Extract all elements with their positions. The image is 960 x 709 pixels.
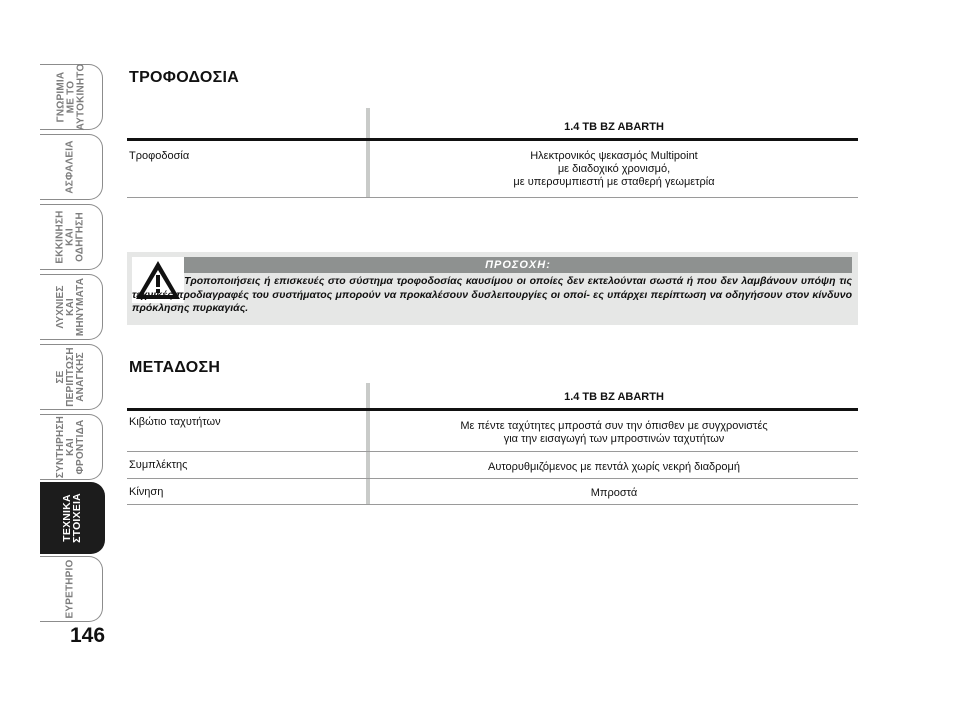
value-line: Με πέντε ταχύτητες μπροστά συν την όπισθεν με συγχρονιστές (460, 420, 768, 432)
header-rule (127, 408, 858, 411)
tab-label: ΑΣΦΑΛΕΙΑ (64, 140, 76, 194)
clutch-value (370, 461, 858, 474)
value-line: με υπερσυμπιεστή με σταθερή γεωμετρία (513, 176, 715, 188)
tab-lights-messages[interactable] (40, 274, 103, 340)
warning-box (127, 252, 858, 325)
tab-starting-driving[interactable] (40, 204, 103, 270)
tab-label: ΕΥΡΕΤΗΡΙΟ (64, 559, 76, 619)
value-line: Αυτορυθμιζόμενος με πεντάλ χωρίς νεκρή διαδρομή (487, 461, 741, 473)
warning-text: Τροποποιήσεις ή επισκευές στο σύστημα τροφοδοσίας καυσίμου οι οποίες δεν εκτελούνται σωστά ή που δεν λαμβάνουν υπόψη τις τεχνικές προδιαγραφές του συστήματος μπορούν να προκαλέσουν δυσλειτουργίες οι οποί- ες υπάρχει περίπτωση να οδηγήσουν στον κίνδυνο πρόκλησης πυρκαγιάς. (132, 275, 852, 314)
value-line: με διαδοχικό χρονισμό, (557, 163, 671, 175)
tab-emergency[interactable] (40, 344, 103, 410)
tab-label: ΓΝΩΡΙΜΙΑ ΜΕ ΤΟ ΑΥΤΟΚΙΝΗΤΟ (55, 63, 86, 131)
tab-safety[interactable] (40, 134, 103, 200)
row-rule (127, 504, 858, 505)
fuel-section-title: ΤΡΟΦΟΔΟΣΙΑ (129, 69, 240, 86)
tab-label: ΛΥΧΝΙΕΣ ΚΑΙ ΜΗΝΥΜΑΤΑ (54, 277, 86, 337)
tab-getting-to-know[interactable] (40, 64, 103, 130)
header-rule (127, 138, 858, 141)
tab-label: ΕΚΚΙΝΗΣΗ ΚΑΙ ΟΔΗΓΗΣΗ (54, 210, 86, 264)
warning-heading: ΠΡΟΣΟΧΗ: (184, 257, 852, 273)
section-tabs (40, 64, 104, 626)
fuel-row-label: Τροφοδοσία (129, 150, 190, 162)
tab-label: ΣΕ ΠΕΡΙΠΤΩΣΗ ΑΝΑΓΚΗΣ (55, 347, 86, 407)
fuel-model-header: 1.4 TB BZ ABARTH (564, 121, 664, 133)
transmission-section-title: ΜΕΤΑΔΟΣΗ (129, 359, 221, 376)
value-line: Μπροστά (590, 487, 638, 499)
tab-maintenance[interactable] (40, 414, 103, 480)
value-line: για την εισαγωγή των μπροστινών ταχυτήτων (503, 433, 725, 445)
row-rule (127, 197, 858, 198)
row-rule (127, 451, 858, 452)
tab-index[interactable] (40, 556, 103, 622)
gearbox-label: Κιβώτιο ταχυτήτων (129, 416, 221, 428)
drive-value (370, 487, 858, 500)
gearbox-value (370, 420, 858, 446)
tab-label: ΤΕΧΝΙΚΑ ΣΤΟΙΧΕΙΑ (61, 493, 83, 543)
clutch-label: Συμπλέκτης (129, 459, 188, 471)
drive-label: Κίνηση (129, 486, 164, 498)
value-line: Ηλεκτρονικός ψεκασμός Multipoint (530, 150, 698, 162)
tab-technical-data[interactable] (40, 482, 105, 554)
fuel-row-value (370, 150, 858, 189)
transmission-model-header: 1.4 TB BZ ABARTH (564, 391, 664, 403)
page-number: 146 (70, 624, 106, 647)
tab-label: ΣΥΝΤΗΡΗΣΗ ΚΑΙ ΦΡΟΝΤΙΔΑ (55, 415, 87, 479)
row-rule (127, 478, 858, 479)
